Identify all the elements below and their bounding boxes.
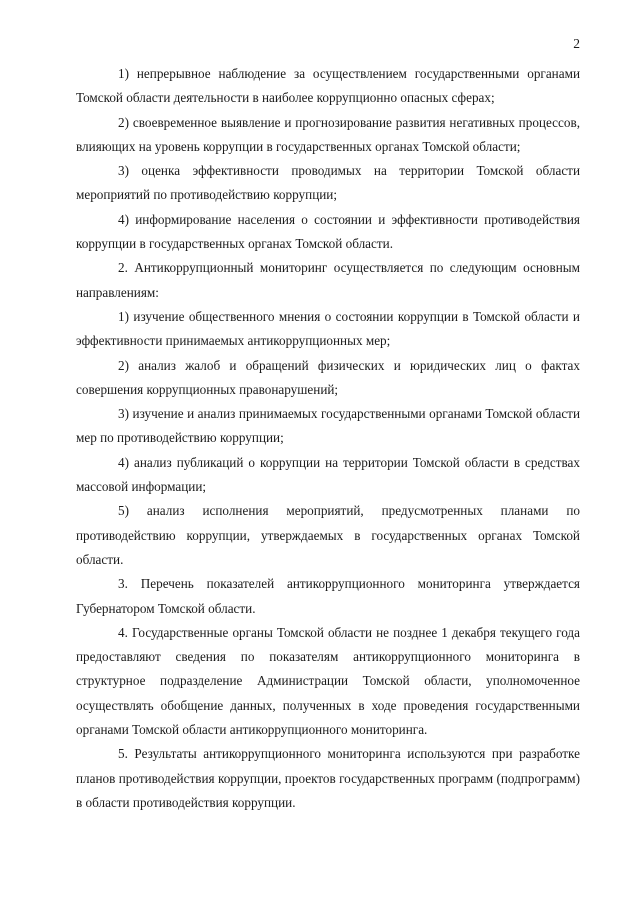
paragraph-11: 3. Перечень показателей антикоррупционного мониторинга утверждается Губернатором Томской области.: [76, 576, 580, 616]
paragraph-9: 4) анализ публикаций о коррупции на территории Томской области в средствах массовой информации;: [76, 454, 580, 495]
page-number: 2: [573, 36, 580, 51]
paragraph-5: 2. Антикоррупционный мониторинг осуществляется по следующим основным направлениям:: [76, 260, 580, 300]
paragraph-2: 2) своевременное выявление и прогнозирование развития негативных процессов, влияющих на уровень коррупции в государственных органах Томской области;: [76, 114, 580, 154]
paragraph-4: 4) информирование населения о состоянии и эффективности противодействия коррупции в государственных органах Томской области.: [76, 211, 580, 252]
paragraph-7: 2) анализ жалоб и обращений физических и юридических лиц о фактах совершения коррупционных правонарушений;: [76, 357, 580, 397]
paragraph-6: 1) изучение общественного мнения о состоянии коррупции в Томской области и эффективности принимаемых антикоррупционных мер;: [76, 308, 580, 349]
paragraph-10: 5) анализ исполнения мероприятий, предусмотренных планами по противодействию коррупции, утверждаемых в государственных органах Томской области.: [76, 503, 580, 567]
document-body: [76, 62, 580, 815]
paragraph-3: 3) оценка эффективности проводимых на территории Томской области мероприятий по противодействию коррупции;: [76, 163, 580, 203]
paragraph-13: 5. Результаты антикоррупционного мониторинга используются при разработке планов противодействия коррупции, проектов государственных программ (подпрограмм) в области противодействия коррупции.: [76, 746, 580, 810]
paragraph-1: 1) непрерывное наблюдение за осуществлением государственными органами Томской области деятельности в наиболее коррупционно опасных сферах;: [76, 66, 580, 106]
paragraph-12: 4. Государственные органы Томской области не позднее 1 декабря текущего года предоставляют сведения по показателям антикоррупционного мониторинга в структурное подразделение Администрации Томской области, уполномоченное осуществлять обобщение данных, полученных в ходе проведения государственными органами Томской области антикоррупционного мониторинга.: [76, 624, 580, 738]
paragraph-8: 3) изучение и анализ принимаемых государственными органами Томской области мер по противодействию коррупции;: [76, 406, 580, 446]
